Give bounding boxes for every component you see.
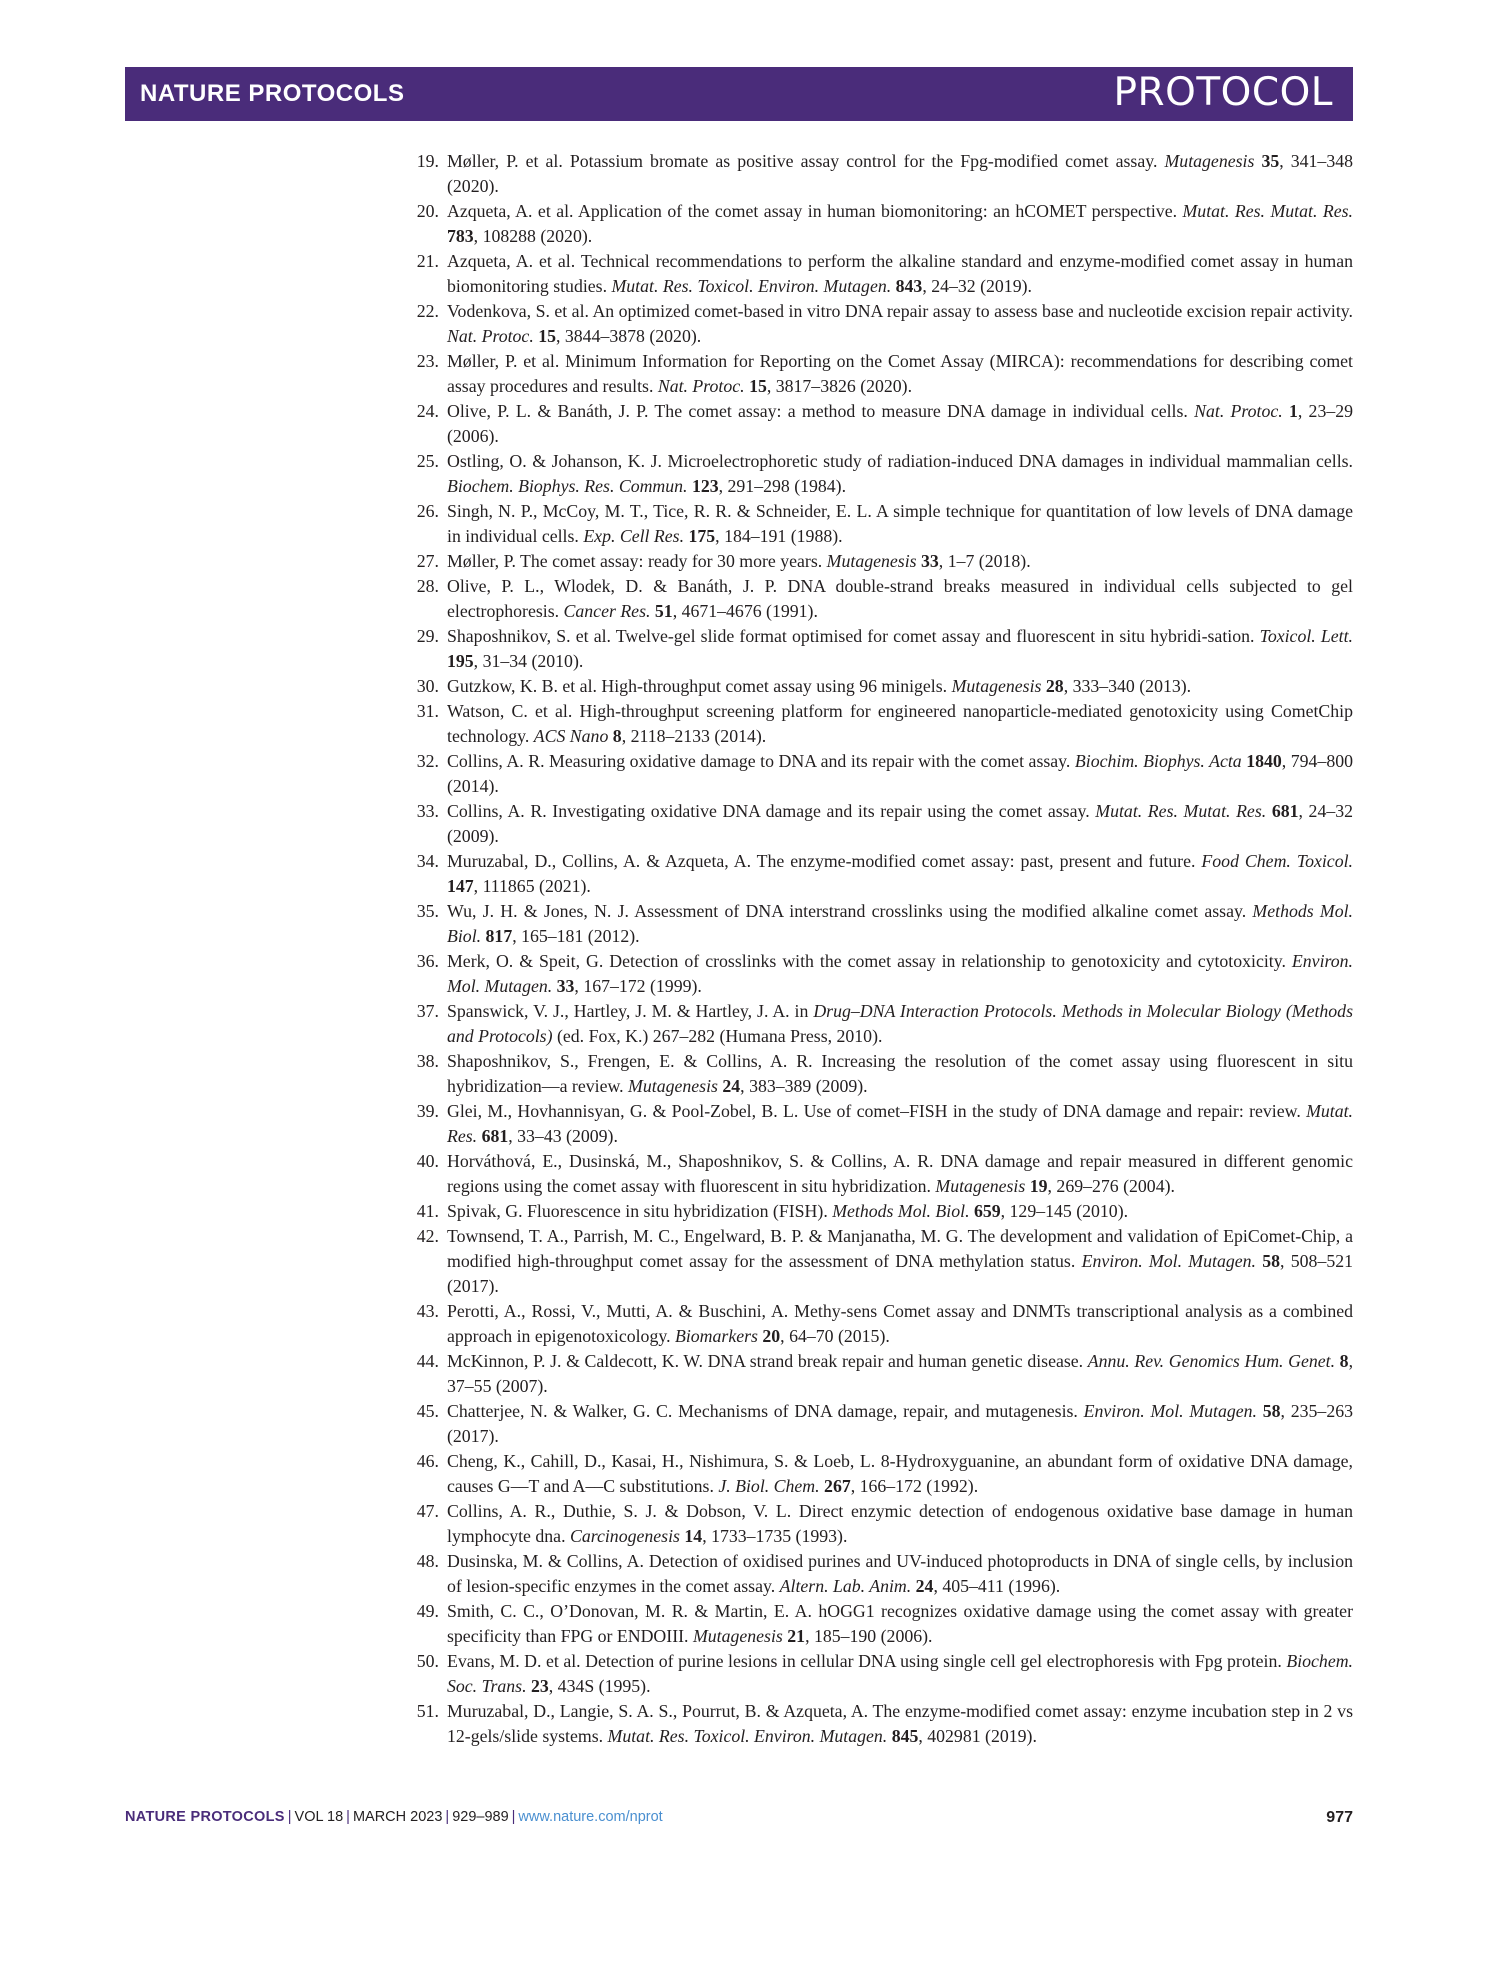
reference-item: [403, 1449, 1353, 1499]
reference-item: [403, 624, 1353, 674]
reference-text: Watson, C. et al. High-throughput screening platform for engineered nanoparticle-mediated genotoxicity using CometChip technology. ACS Nano 8, 2118–2133 (2014).: [447, 701, 1353, 746]
reference-item: [403, 799, 1353, 849]
reference-item: [403, 149, 1353, 199]
reference-text: Møller, P. et al. Potassium bromate as positive assay control for the Fpg-modified comet assay. Mutagenesis 35, 341–348 (2020).: [447, 151, 1353, 196]
reference-number: 51.: [416, 1701, 439, 1721]
reference-item: [403, 1549, 1353, 1599]
reference-item: [403, 1049, 1353, 1099]
reference-item: [403, 1399, 1353, 1449]
reference-item: [403, 1349, 1353, 1399]
reference-number: 34.: [416, 851, 439, 871]
reference-text: Merk, O. & Speit, G. Detection of crosslinks with the comet assay in relationship to genotoxicity and cytotoxicity. Environ. Mol. Mutagen. 33, 167–172 (1999).: [447, 951, 1353, 996]
reference-number: 37.: [416, 1001, 439, 1021]
reference-item: [403, 1599, 1353, 1649]
page-footer: NATURE PROTOCOLS | VOL 18 | MARCH 2023 | 929–989 | www.nature.com/nprot 977: [125, 1809, 1353, 1826]
reference-item: [403, 1224, 1353, 1299]
reference-item: [403, 949, 1353, 999]
reference-number: 31.: [416, 701, 439, 721]
reference-text: Cheng, K., Cahill, D., Kasai, H., Nishimura, S. & Loeb, L. 8-Hydroxyguanine, an abundant form of oxidative DNA damage, causes G––T and A––C substitutions. J. Biol. Chem. 267, 166–172 (1992).: [447, 1451, 1353, 1496]
reference-text: Perotti, A., Rossi, V., Mutti, A. & Buschini, A. Methy-sens Comet assay and DNMTs transcriptional analysis as a combined approach in epigenotoxicology. Biomarkers 20, 64–70 (2015).: [447, 1301, 1353, 1346]
reference-text: Townsend, T. A., Parrish, M. C., Engelward, B. P. & Manjanatha, M. G. The development and validation of EpiComet-Chip, a modified high-throughput comet assay for the assessment of DNA methylation status. Environ. Mol. Mutagen. 58, 508–521 (2017).: [447, 1226, 1354, 1296]
journal-name: NATURE PROTOCOLS: [140, 80, 405, 107]
reference-number: 39.: [416, 1101, 439, 1121]
journal-url-link[interactable]: www.nature.com/nprot: [518, 1809, 663, 1825]
reference-number: 42.: [416, 1226, 439, 1246]
reference-text: Shaposhnikov, S., Frengen, E. & Collins, A. R. Increasing the resolution of the comet assay using fluorescent in situ hybridization—a review. Mutagenesis 24, 383–389 (2009).: [447, 1051, 1353, 1096]
reference-number: 28.: [416, 576, 439, 596]
reference-item: [403, 574, 1353, 624]
reference-number: 49.: [416, 1601, 439, 1621]
reference-item: [403, 449, 1353, 499]
reference-text: Olive, P. L., Wlodek, D. & Banáth, J. P. DNA double-strand breaks measured in individual cells subjected to gel electrophoresis. Cancer Res. 51, 4671–4676 (1991).: [447, 576, 1353, 621]
reference-item: [403, 299, 1353, 349]
reference-text: Spivak, G. Fluorescence in situ hybridization (FISH). Methods Mol. Biol. 659, 129–145 (2010).: [447, 1201, 1129, 1221]
reference-number: 47.: [416, 1501, 439, 1521]
reference-text: Glei, M., Hovhannisyan, G. & Pool-Zobel, B. L. Use of comet–FISH in the study of DNA damage and repair: review. Mutat. Res. 681, 33–43 (2009).: [447, 1101, 1353, 1146]
reference-number: 25.: [416, 451, 439, 471]
footer-volume: VOL 18: [294, 1809, 344, 1825]
reference-number: 36.: [416, 951, 439, 971]
reference-number: 30.: [416, 676, 439, 696]
reference-item: [403, 999, 1353, 1049]
reference-text: Muruzabal, D., Collins, A. & Azqueta, A. The enzyme-modified comet assay: past, present and future. Food Chem. Toxicol. 147, 111865 (2021).: [447, 851, 1353, 896]
reference-item: [403, 1149, 1353, 1199]
reference-text: Collins, A. R., Duthie, S. J. & Dobson, V. L. Direct enzymic detection of endogenous oxidative base damage in human lymphocyte dna. Carcinogenesis 14, 1733–1735 (1993).: [447, 1501, 1353, 1546]
reference-number: 21.: [416, 251, 439, 271]
footer-date: MARCH 2023: [352, 1809, 443, 1825]
reference-text: Azqueta, A. et al. Technical recommendations to perform the alkaline standard and enzyme-modified comet assay in human biomonitoring studies. Mutat. Res. Toxicol. Environ. Mutagen. 843, 24–32 (2019).: [447, 251, 1353, 296]
reference-item: [403, 1499, 1353, 1549]
reference-number: 45.: [416, 1401, 439, 1421]
reference-number: 23.: [416, 351, 439, 371]
footer-journal: NATURE PROTOCOLS: [125, 1809, 285, 1825]
reference-text: Møller, P. The comet assay: ready for 30 more years. Mutagenesis 33, 1–7 (2018).: [447, 551, 1031, 571]
reference-number: 19.: [416, 151, 439, 171]
reference-item: [403, 549, 1353, 574]
reference-text: Collins, A. R. Measuring oxidative damage to DNA and its repair with the comet assay. Biochim. Biophys. Acta 1840, 794–800 (2014).: [447, 751, 1354, 796]
reference-number: 33.: [416, 801, 439, 821]
reference-number: 32.: [416, 751, 439, 771]
reference-text: Chatterjee, N. & Walker, G. C. Mechanisms of DNA damage, repair, and mutagenesis. Environ. Mol. Mutagen. 58, 235–263 (2017).: [447, 1401, 1353, 1446]
article-type: PROTOCOL: [1113, 70, 1333, 115]
reference-text: Gutzkow, K. B. et al. High-throughput comet assay using 96 minigels. Mutagenesis 28, 333–340 (2013).: [447, 676, 1192, 696]
reference-number: 46.: [416, 1451, 439, 1471]
reference-text: Smith, C. C., O’Donovan, M. R. & Martin, E. A. hOGG1 recognizes oxidative damage using the comet assay with greater specificity than FPG or ENDOIII. Mutagenesis 21, 185–190 (2006).: [447, 1601, 1353, 1646]
reference-item: [403, 399, 1353, 449]
reference-number: 27.: [416, 551, 439, 571]
reference-number: 24.: [416, 401, 439, 421]
reference-item: [403, 1199, 1353, 1224]
reference-number: 44.: [416, 1351, 439, 1371]
reference-number: 50.: [416, 1651, 439, 1671]
reference-text: Olive, P. L. & Banáth, J. P. The comet assay: a method to measure DNA damage in individual cells. Nat. Protoc. 1, 23–29 (2006).: [447, 401, 1354, 446]
reference-number: 22.: [416, 301, 439, 321]
reference-text: Vodenkova, S. et al. An optimized comet-based in vitro DNA repair assay to assess base and nucleotide excision repair activity. Nat. Protoc. 15, 3844–3878 (2020).: [447, 301, 1353, 346]
reference-number: 38.: [416, 1051, 439, 1071]
reference-item: [403, 1649, 1353, 1699]
footer-pages: 929–989: [452, 1809, 509, 1825]
reference-item: [403, 249, 1353, 299]
reference-item: [403, 1699, 1353, 1749]
reference-number: 41.: [416, 1201, 439, 1221]
reference-item: [403, 699, 1353, 749]
reference-number: 29.: [416, 626, 439, 646]
reference-item: [403, 674, 1353, 699]
reference-text: Horváthová, E., Dusinská, M., Shaposhnikov, S. & Collins, A. R. DNA damage and repair measured in different genomic regions using the comet assay with fluorescent in situ hybridization. Mutagenesis 19, 269–276 (2004).: [447, 1151, 1353, 1196]
page-header: [125, 67, 1353, 121]
reference-text: Evans, M. D. et al. Detection of purine lesions in cellular DNA using single cell gel electrophoresis with Fpg protein. Biochem. Soc. Trans. 23, 434S (1995).: [447, 1651, 1353, 1696]
reference-text: Spanswick, V. J., Hartley, J. M. & Hartley, J. A. in Drug–DNA Interaction Protocols. Methods in Molecular Biology (Methods and Protocols) (ed. Fox, K.) 267–282 (Humana Press, 2010).: [447, 1001, 1353, 1046]
reference-item: [403, 199, 1353, 249]
reference-number: 26.: [416, 501, 439, 521]
reference-text: McKinnon, P. J. & Caldecott, K. W. DNA strand break repair and human genetic disease. Annu. Rev. Genomics Hum. Genet. 8, 37–55 (2007).: [447, 1351, 1354, 1396]
reference-item: [403, 899, 1353, 949]
reference-text: Azqueta, A. et al. Application of the comet assay in human biomonitoring: an hCOMET perspective. Mutat. Res. Mutat. Res. 783, 108288 (2020).: [447, 201, 1353, 246]
reference-text: Shaposhnikov, S. et al. Twelve-gel slide format optimised for comet assay and fluorescent in situ hybridi-sation. Toxicol. Lett. 195, 31–34 (2010).: [447, 626, 1353, 671]
reference-number: 35.: [416, 901, 439, 921]
reference-item: [403, 349, 1353, 399]
reference-text: Singh, N. P., McCoy, M. T., Tice, R. R. & Schneider, E. L. A simple technique for quantitation of low levels of DNA damage in individual cells. Exp. Cell Res. 175, 184–191 (1988).: [447, 501, 1353, 546]
reference-list: [403, 149, 1353, 1749]
reference-number: 43.: [416, 1301, 439, 1321]
page-number: 977: [1326, 1809, 1353, 1826]
reference-number: 40.: [416, 1151, 439, 1171]
reference-item: [403, 849, 1353, 899]
reference-number: 20.: [416, 201, 439, 221]
reference-item: [403, 1099, 1353, 1149]
reference-text: Dusinska, M. & Collins, A. Detection of oxidised purines and UV-induced photoproducts in DNA of single cells, by inclusion of lesion-specific enzymes in the comet assay. Altern. Lab. Anim. 24, 405–411 (1996).: [447, 1551, 1353, 1596]
reference-text: Wu, J. H. & Jones, N. J. Assessment of DNA interstrand crosslinks using the modified alkaline comet assay. Methods Mol. Biol. 817, 165–181 (2012).: [447, 901, 1353, 946]
reference-item: [403, 1299, 1353, 1349]
reference-number: 48.: [416, 1551, 439, 1571]
reference-text: Ostling, O. & Johanson, K. J. Microelectrophoretic study of radiation-induced DNA damages in individual mammalian cells. Biochem. Biophys. Res. Commun. 123, 291–298 (1984).: [447, 451, 1353, 496]
reference-item: [403, 749, 1353, 799]
reference-text: Møller, P. et al. Minimum Information for Reporting on the Comet Assay (MIRCA): recommendations for describing comet assay procedures and results. Nat. Protoc. 15, 3817–3826 (2020).: [447, 351, 1353, 396]
reference-text: Muruzabal, D., Langie, S. A. S., Pourrut, B. & Azqueta, A. The enzyme-modified comet assay: enzyme incubation step in 2 vs 12-gels/slide systems. Mutat. Res. Toxicol. Environ. Mutagen. 845, 402981 (2019).: [447, 1701, 1353, 1746]
reference-text: Collins, A. R. Investigating oxidative DNA damage and its repair using the comet assay. Mutat. Res. Mutat. Res. 681, 24–32 (2009).: [447, 801, 1354, 846]
reference-item: [403, 499, 1353, 549]
